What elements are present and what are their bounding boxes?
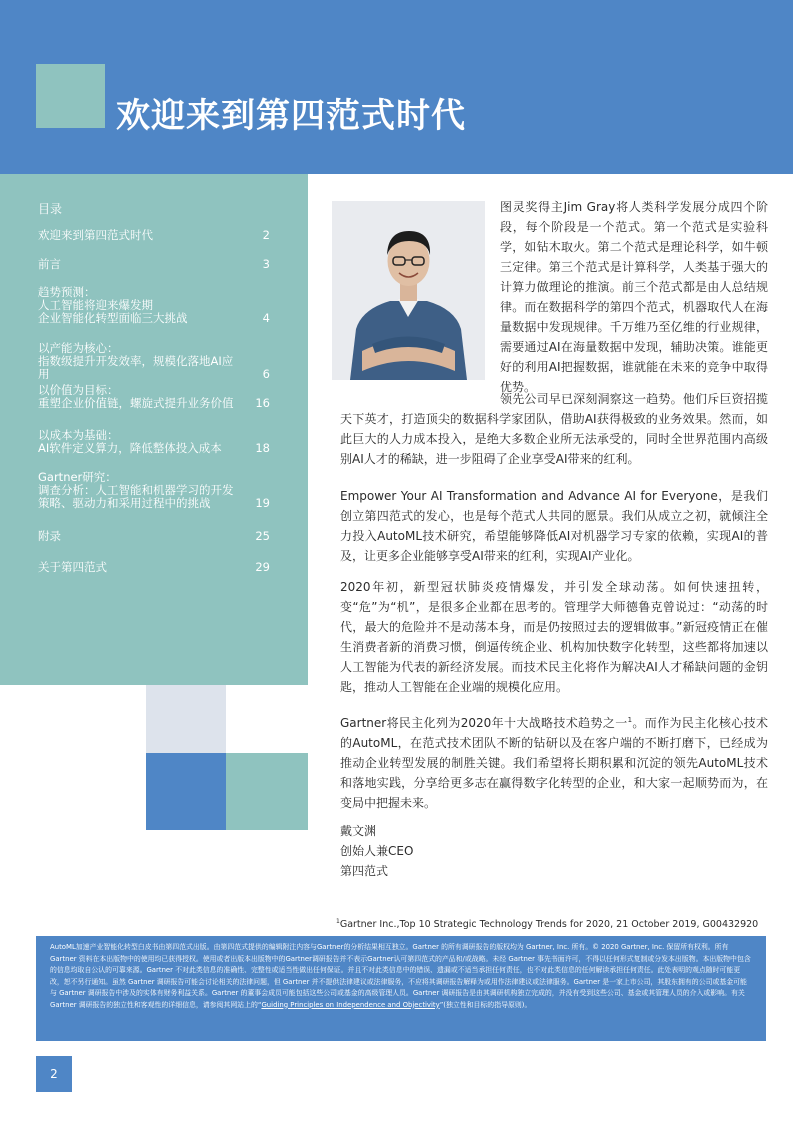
decorative-block: [226, 753, 308, 830]
toc-entry[interactable]: [38, 471, 270, 510]
portrait-illustration: [332, 201, 485, 380]
disclaimer-link[interactable]: Guiding Principles on Independence and Objectivity: [261, 1000, 440, 1009]
article-paragraph: 领先公司早已深刻洞察这一趋势。他们斥巨资招揽天下英才，打造顶尖的数据科学家团队，借助AI获得极致的业务效果。然而，如此巨大的人力成本投入，是绝大多数企业所无法承受的，同时全世界范围内高级别AI人才的稀缺，进一步阻碍了企业享受AI带来的红利。: [340, 392, 768, 466]
toc-entry-label: 以成本为基础： AI软件定义算力，降低整体投入成本: [38, 428, 222, 455]
signature-name: 戴文渊: [340, 824, 377, 838]
toc-entry[interactable]: [38, 530, 270, 543]
article-paragraph: [340, 710, 768, 813]
toc-entry[interactable]: [38, 429, 270, 455]
toc-entry-label: 以价值为目标： 重塑企业价值链，螺旋式提升业务价值: [38, 383, 234, 410]
toc-entry-label: 以产能为核心： 指数级提升开发效率，规模化落地AI应用: [38, 341, 234, 381]
footnote-reference[interactable]: 1: [627, 716, 633, 724]
toc-entry-label: Gartner研究： 调查分析：人工智能和机器学习的开发 策略、驱动力和采用过程中的挑战: [38, 470, 234, 510]
toc-entry-page: 18: [255, 441, 270, 455]
page-title: 欢迎来到第四范式时代: [116, 96, 466, 136]
signature-company: 第四范式: [340, 864, 389, 878]
ceo-portrait: [332, 201, 485, 380]
header-accent-square: [36, 64, 105, 128]
decorative-block: [146, 753, 226, 830]
toc-entry-label: 前言: [38, 257, 61, 271]
toc-entry-page: 4: [262, 311, 270, 325]
decorative-block: [146, 685, 226, 753]
article-paragraph: Empower Your AI Transformation and Advance AI for Everyone，是我们创立第四范式的发心，也是每个范式人共同的愿景。我们从成立之初，就倾注全力投入AutoML技术研究，希望能够降低AI对机器学习专家的依赖，实现AI的普及，让更多企业能够享受AI带来的红利，实现AI产业化。: [340, 489, 768, 563]
toc-entry-page: 25: [255, 529, 270, 543]
toc-entry[interactable]: [38, 342, 270, 381]
toc-entry-page: 6: [262, 367, 270, 381]
footnote-text: Gartner Inc.,Top 10 Strategic Technology Trends for 2020, 21 October 2019, G00432920: [339, 919, 759, 931]
intro-paragraph: 图灵奖得主Jim Gray将人类科学发展分成四个阶段，每个阶段是一个范式。第一个范式是实验科学，如钻木取火。第二个范式是理论科学，如牛顿三定律。第三个范式是计算科学，人类基于强大的计算力做理论的推演。前三个范式都是由人总结规律。而在数据科学的第四个范式，机器取代人在海量数据中发现规律。千万维乃至亿维的行业规律，需要通过AI在海量数据中发现，辅助决策。谁能更好的利用AI把握数据，谁就能在未来的竞争中取得优势。: [500, 200, 768, 394]
page-header: [0, 0, 793, 174]
toc-entry-page: 16: [255, 396, 270, 410]
toc-entry-label: 欢迎来到第四范式时代: [38, 228, 153, 242]
disclaimer-text: AutoML加速产业智能化转型白皮书由第四范式出版。由第四范式提供的编辑附注内容与Gartner的分析结果相互独立。Gartner 的所有调研报告的版权均为 Gartner, Inc. 所有。© 2020 Gartner, Inc. 保留所有权利。所有 Gartner 资料在本出版物中的使用均已获得授权。使用或者出版本出版物中的Gartner调研报告并不表示Gartner认可第四范式的产品和/或战略。未经 Gartner 事先书面许可，不得以任何形式复制或分发本出版物。本出版物中包含的信息均取自公认的可靠来源。Gartner 不对此类信息的准确性、完整性或适当性做出任何保证。并且不对此类信息中的错误、遗漏或不适当承担任何责任，也不对此类信息的任何解读承担任何责任。此处表明的观点随时可能更改，恕不另行通知。虽然 Gartner 调研报告可能会讨论相关的法律问题，但 Gartner 并不提供法律建议或法律服务，不应将其调研报告解释为或用作法律建议或法律服务。Gartner 是一家上市公司，其股东拥有的公司或基金可能与 Gartner 调研报告中涉及的实体有财务利益关系。Gartner 的董事会成员可能包括这些公司或基金的高级管理人员。Gartner 调研报告是由其调研机构独立完成的，并没有受到这些公司、基金或其管理人员的介入或影响。有关 Gartner 调研报告的独立性和客观性的详细信息，请参阅其网站上的“: [50, 943, 751, 1009]
toc-entry[interactable]: [38, 229, 270, 242]
toc-entry-label: 附录: [38, 529, 61, 543]
article-paragraph: 2020年初，新型冠状肺炎疫情爆发，并引发全球动荡。如何快速扭转，变“危”为“机”，是很多企业都在思考的。管理学大师德鲁克曾说过：“动荡的时代，最大的危险并不是动荡本身，而是仍按照过去的逻辑做事。”新冠疫情正在催生消费者新的消费习惯，倒逼传统企业、机构加快数字化转型，这些都将加速以人工智能为代表的新经济发展。而技术民主化将作为解决AI人才稀缺问题的金钥匙，推动人工智能在企业端的规模化应用。: [340, 580, 768, 694]
toc-entry-label: 趋势预测： 人工智能将迎来爆发期 企业智能化转型面临三大挑战: [38, 285, 188, 325]
toc-entry[interactable]: [38, 384, 270, 410]
toc-entry[interactable]: [38, 286, 270, 325]
page-number: 2: [36, 1056, 72, 1092]
footnote: [336, 918, 766, 930]
paragraph-text: Gartner将民主化列为2020年十大战略技术趋势之一: [340, 716, 628, 730]
toc-entry[interactable]: [38, 561, 270, 574]
toc-entry-page: 19: [255, 496, 270, 510]
toc-entry-label: 关于第四范式: [38, 560, 107, 574]
toc-entry-page: 29: [255, 560, 270, 574]
paragraph-text: 。而作为民主化核心技术的AutoML，在范式技术团队不断的钻研以及在客户端的不断打磨下，已经成为推动企业转型发展的制胜关键。我们希望将长期积累和沉淀的领先AutoML技术和落地实践，分享给更多志在赢得数字化转型的企业，和大家一起顺势而为，在变局中把握未来。: [340, 716, 768, 810]
toc-entry-page: 3: [262, 257, 270, 271]
toc-entry-page: 2: [262, 228, 270, 242]
toc-heading: 目录: [38, 202, 63, 216]
table-of-contents: [0, 174, 308, 685]
toc-entry[interactable]: [38, 258, 270, 271]
disclaimer-text-end: ”(独立性和目标的指导原则)。: [439, 1000, 532, 1009]
footnote-mark: 1: [336, 918, 340, 925]
disclaimer-box: [36, 936, 766, 1041]
signature-title: 创始人兼CEO: [340, 844, 414, 858]
